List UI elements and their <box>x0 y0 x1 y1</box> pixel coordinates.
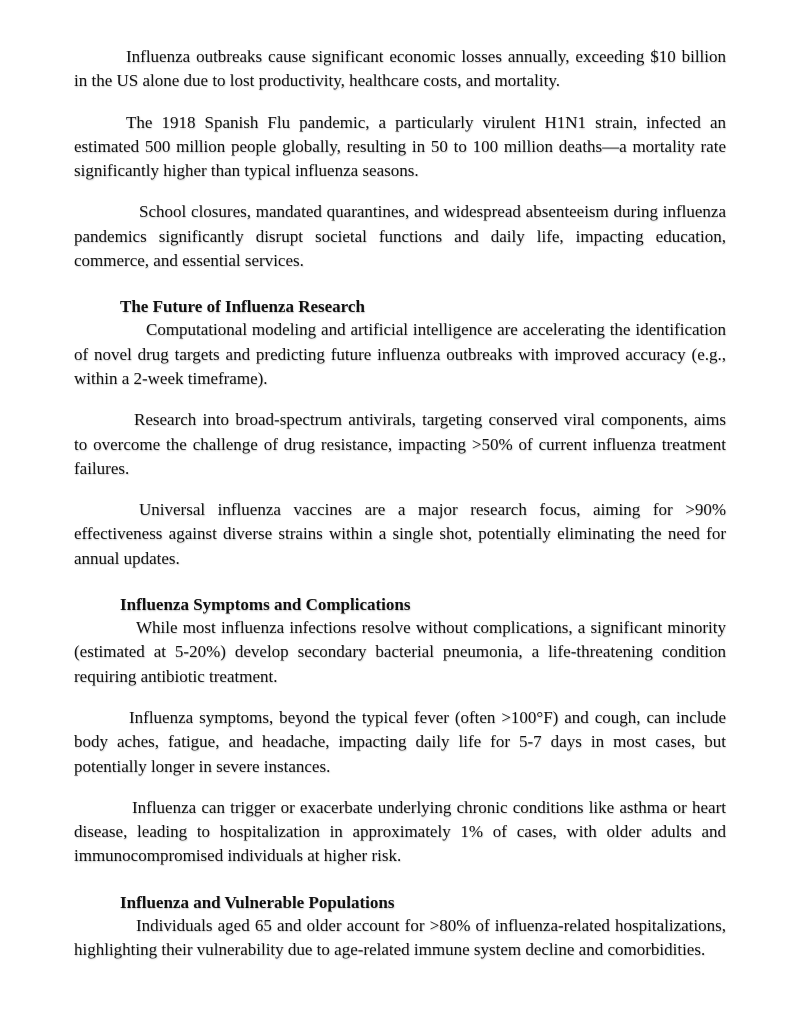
paragraph-school-closures: School closures, mandated quarantines, and widespread absenteeism during influenza pandemics significantly disrupt societal functions and daily life, impacting education, commerce, and essential services. <box>74 202 726 271</box>
heading-future-research: The Future of Influenza Research <box>120 297 365 317</box>
paragraph-secondary-pneumonia: While most influenza infections resolve without complications, a significant minority (estimated at 5-20%) develop secondary bacterial pneumonia, a life-threatening condition requiring antibiotic treatment. <box>74 618 726 686</box>
paragraph-broad-spectrum-antivirals: Research into broad-spectrum antivirals, targeting conserved viral components, aims to overcome the challenge of drug resistance, impacting >50% of current influenza treatment failures. <box>74 410 726 478</box>
paragraph-older-adults: Individuals aged 65 and older account for >80% of influenza-related hospitalizations, highlighting their vulnerability due to age-related immune system decline and comorbidities. <box>74 915 726 960</box>
paragraph-economic-losses: Influenza outbreaks cause significant economic losses annually, exceeding $10 billion in the US alone due to lost productivity, healthcare costs, and mortality. <box>74 47 726 91</box>
heading-vulnerable-populations: Influenza and Vulnerable Populations <box>120 892 395 912</box>
paragraph-chronic-conditions: Influenza can trigger or exacerbate underlying chronic conditions like asthma or heart disease, leading to hospitalization in approximately 1% of cases, with older adults and immunocompromised individuals at higher risk. <box>74 797 726 866</box>
paragraph-spanish-flu: The 1918 Spanish Flu pandemic, a particularly virulent H1N1 strain, infected an estimated 500 million people globally, resulting in 50 to 100 million deaths—a mortality rate significantly higher than typical influenza seasons. <box>74 112 726 181</box>
document-page <box>74 45 726 962</box>
heading-symptoms-complications: Influenza Symptoms and Complications <box>120 595 411 615</box>
paragraph-symptoms: Influenza symptoms, beyond the typical fever (often >100°F) and cough, can include body aches, fatigue, and headache, impacting daily life for 5-7 days in most cases, but potentially longer in severe instances. <box>74 707 726 776</box>
paragraph-universal-vaccines: Universal influenza vaccines are a major research focus, aiming for >90% effectiveness against diverse strains within a single shot, potentially eliminating the need for annual updates. <box>74 500 726 568</box>
paragraph-computational-modeling: Computational modeling and artificial intelligence are accelerating the identification of novel drug targets and predicting future influenza outbreaks with improved accuracy (e.g., within a 2-week timeframe). <box>74 320 726 388</box>
